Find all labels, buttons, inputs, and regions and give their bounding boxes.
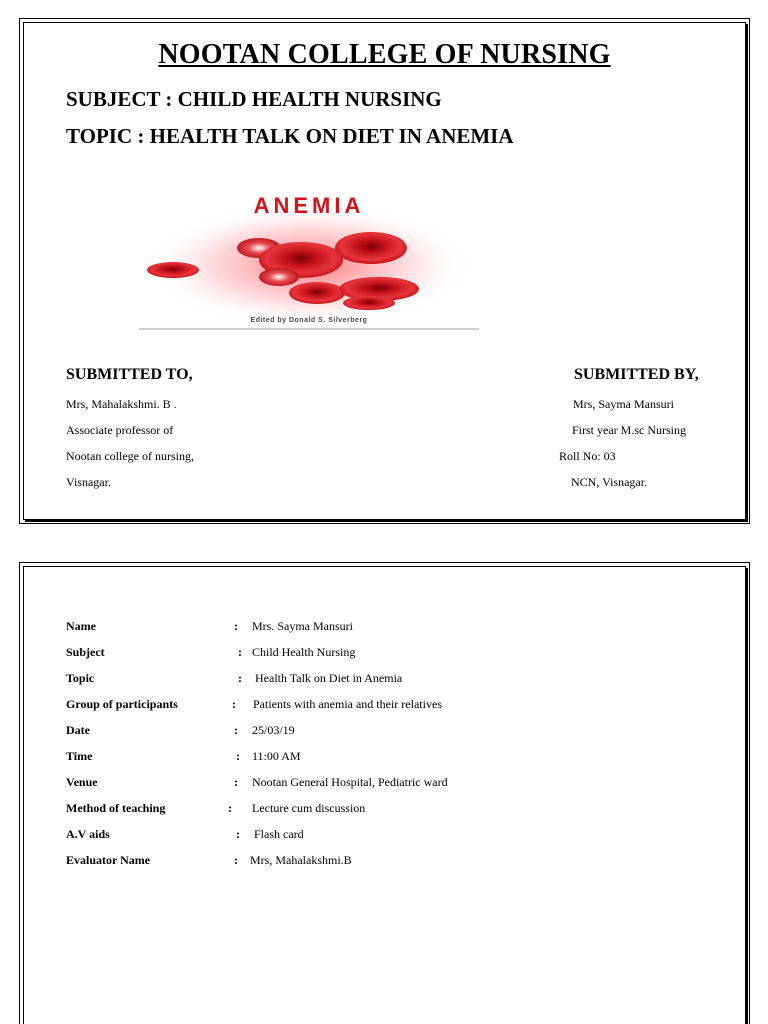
- detail-row-date: [66, 723, 706, 741]
- submitted-to-line: Associate professor of: [66, 423, 174, 437]
- detail-label: Date: [66, 723, 90, 737]
- submitted-to-heading: SUBMITTED TO,: [66, 366, 193, 383]
- detail-separator: :: [228, 801, 232, 815]
- detail-row-av-aids: [66, 827, 706, 845]
- detail-label: Time: [66, 749, 93, 763]
- detail-separator: :: [236, 827, 240, 841]
- detail-separator: :: [234, 775, 238, 789]
- detail-value: Nootan General Hospital, Pediatric ward: [252, 775, 448, 789]
- detail-separator: :: [234, 619, 238, 633]
- submitted-to-line: Visnagar.: [66, 475, 111, 489]
- submitted-by-line: NCN, Visnagar.: [571, 475, 648, 489]
- anemia-book-cover-image: [139, 190, 479, 330]
- cover-page: [23, 22, 746, 520]
- detail-label: Evaluator Name: [66, 853, 151, 867]
- submitted-by-line: Roll No: 03: [559, 449, 616, 463]
- submitted-to-line: Mrs, Mahalakshmi. B .: [66, 397, 177, 411]
- topic-heading: TOPIC : HEALTH TALK ON DIET IN ANEMIA: [66, 124, 514, 148]
- detail-value: Flash card: [254, 827, 304, 841]
- detail-label: Subject: [66, 645, 105, 659]
- subject-heading: SUBJECT : CHILD HEALTH NURSING: [66, 87, 442, 111]
- detail-row-venue: [66, 775, 706, 793]
- submitted-by-line: Mrs, Sayma Mansuri: [573, 397, 674, 411]
- detail-value: 25/03/19: [252, 723, 295, 737]
- detail-label: A.V aids: [66, 827, 110, 841]
- detail-row-subject: [66, 645, 706, 663]
- detail-separator: :: [238, 645, 242, 659]
- detail-separator: :: [236, 749, 240, 763]
- detail-value: Child Health Nursing: [252, 645, 356, 659]
- detail-value: Health Talk on Diet in Anemia: [255, 671, 403, 685]
- detail-row-topic: [66, 671, 706, 689]
- detail-row-time: [66, 749, 706, 767]
- submitted-by-heading: SUBMITTED BY,: [574, 366, 699, 383]
- detail-value: Mrs, Mahalakshmi.B: [250, 853, 352, 867]
- detail-value: 11:00 AM: [252, 749, 301, 763]
- detail-label: Name: [66, 619, 96, 633]
- cover-credit-text: Edited by Donald S. Silverberg: [250, 317, 368, 324]
- detail-row-name: [66, 619, 706, 637]
- college-title: NOOTAN COLLEGE OF NURSING: [158, 39, 611, 70]
- detail-separator: :: [234, 723, 238, 737]
- detail-separator: :: [234, 853, 238, 867]
- submitted-by-line: First year M.sc Nursing: [572, 423, 686, 437]
- detail-separator: :: [238, 671, 242, 685]
- detail-value: Lecture cum discussion: [252, 801, 366, 815]
- detail-label: Method of teaching: [66, 801, 166, 815]
- cover-title-text: ANEMIA: [253, 193, 365, 218]
- submitted-to-line: Nootan college of nursing,: [66, 449, 194, 463]
- detail-label: Venue: [66, 775, 98, 789]
- detail-value: Patients with anemia and their relatives: [253, 697, 442, 711]
- detail-row-evaluator: [66, 853, 706, 871]
- detail-row-method: [66, 801, 706, 819]
- detail-label: Group of participants: [66, 697, 178, 711]
- detail-label: Topic: [66, 671, 95, 685]
- detail-row-participants: [66, 697, 706, 715]
- detail-separator: :: [232, 697, 236, 711]
- lesson-details-page: [23, 566, 746, 1024]
- detail-value: Mrs. Sayma Mansuri: [252, 619, 353, 633]
